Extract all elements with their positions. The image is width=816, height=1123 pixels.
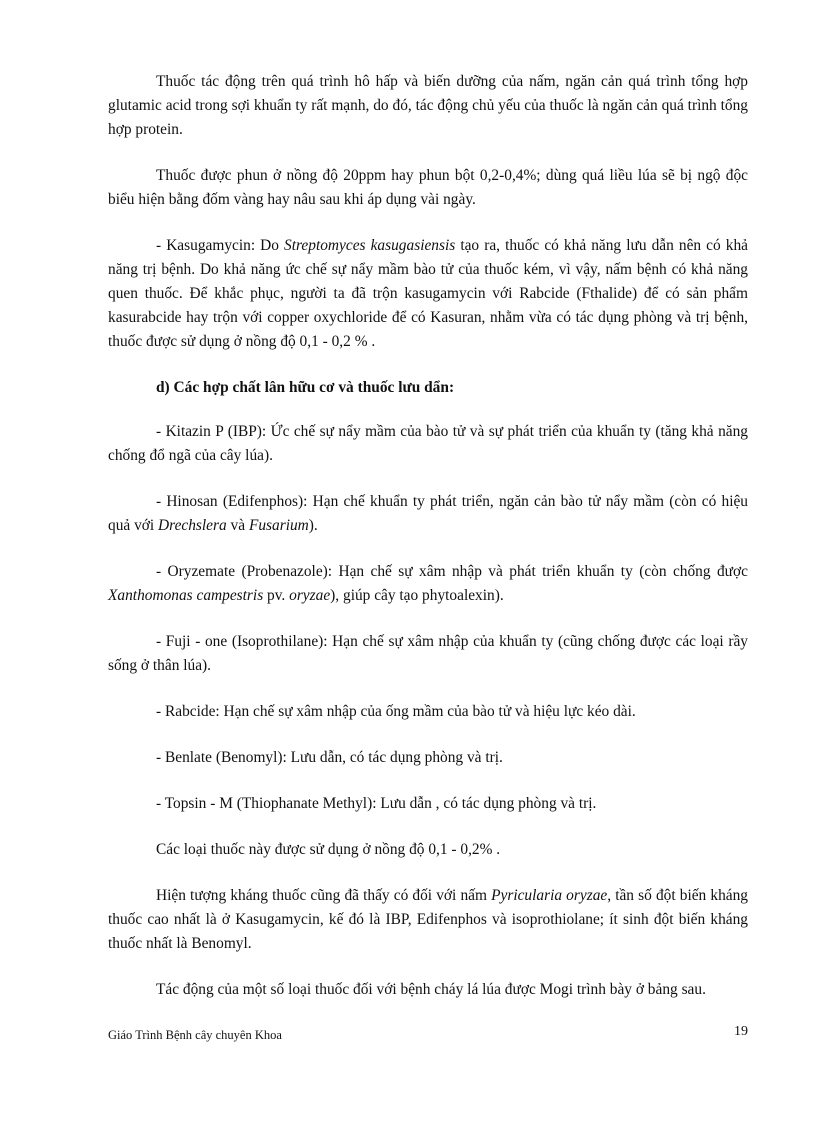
text: - Oryzemate (Probenazole): Hạn chế sự xâm nhập và phát triển khuẩn ty (còn chống được xyxy=(156,563,748,580)
pathovar-name: oryzae xyxy=(289,587,331,604)
text: , tần số đột biến kháng thuốc cao nhất là ở Kasugamycin, kế đó là IBP, Edifenphos và isoprothiolane; ít sinh đột biến kháng thuốc nhất là Benomyl. xyxy=(108,887,748,952)
paragraph-resistance xyxy=(108,884,748,956)
text: pv. xyxy=(263,587,290,604)
page-footer xyxy=(108,1024,748,1043)
page-body xyxy=(108,70,748,1024)
section-heading: d) Các hợp chất lân hữu cơ và thuốc lưu dẩn: xyxy=(156,379,455,396)
paragraph-oryzemate xyxy=(108,560,748,608)
paragraph-mogi: Tác động của một số loại thuốc đối với bệnh cháy lá lúa được Mogi trình bày ở bảng sau. xyxy=(156,981,706,998)
paragraph-kasugamycin xyxy=(108,234,748,354)
paragraph-kitazin: - Kitazin P (IBP): Ức chế sự nẩy mầm của bào tử và sự phát triển của khuẩn ty (tăng khả năng chống đổ ngã của cây lúa). xyxy=(108,423,748,464)
text: ), giúp cây tạo phytoalexin). xyxy=(330,587,504,604)
page-number: 19 xyxy=(734,1024,748,1039)
paragraph-benlate: - Benlate (Benomyl): Lưu dẫn, có tác dụng phòng và trị. xyxy=(156,749,503,766)
text: ). xyxy=(308,517,318,534)
paragraph-rabcide: - Rabcide: Hạn chế sự xâm nhập của ống mầm của bào tử và hiệu lực kéo dài. xyxy=(156,703,636,720)
species-name: Pyricularia oryzae xyxy=(491,887,608,904)
text: và xyxy=(226,517,249,534)
paragraph-topsin: - Topsin - M (Thiophanate Methyl): Lưu dẫn , có tác dụng phòng và trị. xyxy=(156,795,597,812)
genus-name: Fusarium xyxy=(248,517,309,534)
text: - Kasugamycin: Do xyxy=(156,237,285,254)
text: tạo ra, thuốc có khả năng lưu dẫn nên có khả năng trị bệnh. Do khả năng ức chế sự nẩy mầm bào tử của thuốc kém, vì vậy, nấm bệnh có khả năng quen thuốc. Để khắc phục, người ta đã trộn kasugamycin với Rabcide (Fthalide) để có sản phẩm kasurabcide hay trộn với copper oxychloride để có Kasuran, nhằm vừa có tác dụng phòng và trị bệnh, thuốc được sử dụng ở nồng độ 0,1 - 0,2 % . xyxy=(108,237,748,350)
paragraph-concentration: Các loại thuốc này được sử dụng ở nồng độ 0,1 - 0,2% . xyxy=(156,841,501,858)
paragraph-fuji-one: - Fuji - one (Isoprothilane): Hạn chế sự xâm nhập của khuẩn ty (cũng chống được các loại rầy sống ở thân lúa). xyxy=(108,633,748,674)
text: - Hinosan (Edifenphos): Hạn chế khuẩn ty phát triển, ngăn cản bào tử nẩy mầm (còn có hiệu quả với xyxy=(108,493,748,534)
text: Hiện tượng kháng thuốc cũng đã thấy có đối với nấm xyxy=(156,887,492,904)
paragraph-hinosan xyxy=(108,490,748,538)
species-name: Streptomyces kasugasiensis xyxy=(284,237,456,254)
genus-name: Drechslera xyxy=(158,517,227,534)
paragraph-2: Thuốc được phun ở nồng độ 20ppm hay phun bột 0,2-0,4%; dùng quá liều lúa sẽ bị ngộ độc biểu hiện bằng đốm vàng hay nâu sau khi áp dụng vài ngày. xyxy=(108,167,748,208)
paragraph-1: Thuốc tác động trên quá trình hô hấp và biến dưỡng của nấm, ngăn cản quá trình tổng hợp glutamic acid trong sợi khuẩn ty rất mạnh, do đó, tác động chủ yếu của thuốc là ngăn cản quá trình tổng hợp protein. xyxy=(108,73,748,138)
species-name: Xanthomonas campestris xyxy=(108,587,264,604)
footer-title: Giáo Trình Bệnh cây chuyên Khoa xyxy=(108,1028,282,1042)
